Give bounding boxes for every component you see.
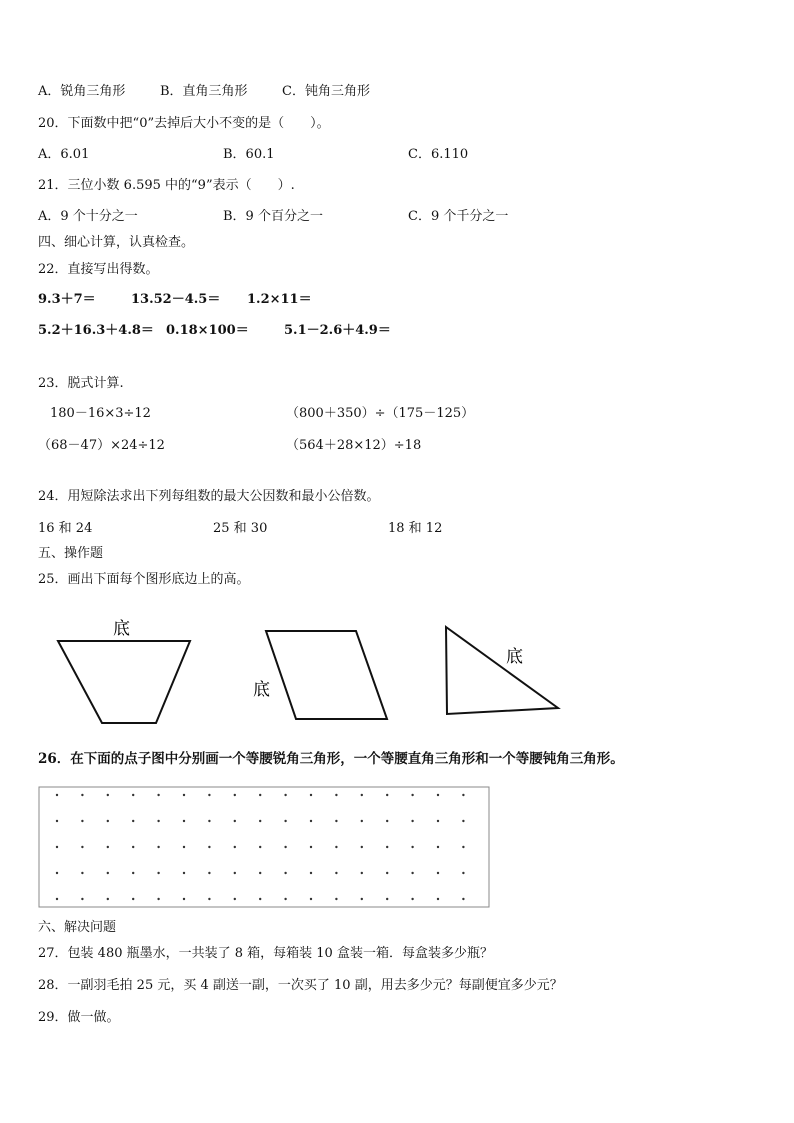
q19-option-b: B．直角三角形 <box>160 84 248 99</box>
grid-dot <box>81 898 83 900</box>
q22-calc-6: 5.1－2.6＋4.9＝ <box>284 323 391 338</box>
grid-dot <box>361 846 363 848</box>
grid-dot <box>183 846 185 848</box>
grid-dot <box>56 820 58 822</box>
grid-dot <box>335 820 337 822</box>
grid-dot <box>56 898 58 900</box>
q28-text: 28．一副羽毛拍 25 元，买 4 副送一副，一次买了 10 副，用去多少元？每副便宜多少元？ <box>38 978 563 993</box>
grid-dot <box>208 898 210 900</box>
grid-dot <box>361 898 363 900</box>
q21-option-b: B．9 个百分之一 <box>223 209 323 224</box>
grid-dot <box>335 872 337 874</box>
grid-dot <box>386 872 388 874</box>
grid-dot <box>234 898 236 900</box>
grid-dot <box>284 820 286 822</box>
grid-dot <box>132 898 134 900</box>
grid-dot <box>107 794 109 796</box>
grid-dot <box>107 820 109 822</box>
q26-stem: 26．在下面的点子图中分别画一个等腰锐角三角形，一个等腰直角三角形和一个等腰钝角三角形。 <box>38 751 624 767</box>
q25-figures <box>0 610 794 735</box>
grid-dot <box>411 898 413 900</box>
grid-dot <box>361 794 363 796</box>
grid-dot <box>107 872 109 874</box>
q21-option-a: A．9 个十分之一 <box>38 209 138 224</box>
grid-dot <box>259 846 261 848</box>
grid-dot <box>310 820 312 822</box>
q20-option-c: C．6.110 <box>408 147 469 162</box>
grid-dot <box>361 820 363 822</box>
q23-stem: 23．脱式计算. <box>38 376 124 391</box>
q24-stem: 24．用短除法求出下列每组数的最大公因数和最小公倍数。 <box>38 489 380 504</box>
dot-grid <box>38 782 492 910</box>
grid-dot <box>411 820 413 822</box>
grid-dot <box>310 794 312 796</box>
triangle-base-label: 底 <box>506 647 523 667</box>
q24-item-3: 18 和 12 <box>388 521 443 536</box>
grid-dot <box>411 794 413 796</box>
q22-calc-4: 5.2＋16.3＋4.8＝ <box>38 323 154 338</box>
q22-calc-1: 9.3＋7＝ <box>38 292 96 307</box>
grid-dot <box>56 872 58 874</box>
q27-text: 27．包装 480 瓶墨水，一共装了 8 箱，每箱装 10 盒装一箱．每盒装多少瓶？ <box>38 946 493 961</box>
q23-item-1: 180－16×3÷12 <box>50 406 151 421</box>
grid-dot <box>157 820 159 822</box>
grid-dot <box>234 794 236 796</box>
grid-dot <box>132 820 134 822</box>
grid-dot <box>310 872 312 874</box>
grid-dot <box>437 846 439 848</box>
grid-dot <box>157 872 159 874</box>
parallelogram-shape <box>266 631 387 719</box>
grid-dot <box>335 846 337 848</box>
grid-dot <box>335 898 337 900</box>
grid-dot <box>208 794 210 796</box>
q20-option-a: A．6.01 <box>38 147 90 162</box>
grid-dot <box>462 794 464 796</box>
grid-dot <box>386 898 388 900</box>
q19-option-a: A．锐角三角形 <box>38 84 126 99</box>
grid-dot <box>183 898 185 900</box>
q22-calc-3: 1.2×11＝ <box>247 292 312 307</box>
grid-dot <box>234 846 236 848</box>
grid-dot <box>462 820 464 822</box>
grid-dot <box>208 872 210 874</box>
section-5-heading: 五、操作题 <box>38 546 104 561</box>
dot-grid-dots <box>56 794 465 900</box>
grid-dot <box>81 794 83 796</box>
grid-dot <box>208 846 210 848</box>
grid-dot <box>411 872 413 874</box>
grid-dot <box>259 872 261 874</box>
grid-dot <box>56 846 58 848</box>
grid-dot <box>81 820 83 822</box>
q25-stem: 25．画出下面每个图形底边上的高。 <box>38 572 250 587</box>
grid-dot <box>132 846 134 848</box>
q20-stem: 20．下面数中把“0”去掉后大小不变的是（ ）。 <box>38 116 330 131</box>
grid-dot <box>386 794 388 796</box>
grid-dot <box>462 846 464 848</box>
q23-item-4: （564＋28×12）÷18 <box>286 438 422 453</box>
grid-dot <box>157 898 159 900</box>
grid-dot <box>259 898 261 900</box>
grid-dot <box>183 794 185 796</box>
grid-dot <box>259 794 261 796</box>
q22-calc-2: 13.52－4.5＝ <box>131 292 221 307</box>
grid-dot <box>284 898 286 900</box>
grid-dot <box>56 794 58 796</box>
grid-dot <box>284 872 286 874</box>
trapezoid-base-label: 底 <box>113 619 130 639</box>
grid-dot <box>462 872 464 874</box>
grid-dot <box>310 846 312 848</box>
q22-calc-5: 0.18×100＝ <box>166 323 249 338</box>
grid-dot <box>437 872 439 874</box>
grid-dot <box>284 846 286 848</box>
parallelogram-base-label: 底 <box>253 680 270 700</box>
q24-item-2: 25 和 30 <box>213 521 268 536</box>
grid-dot <box>234 872 236 874</box>
grid-dot <box>284 794 286 796</box>
q24-item-1: 16 和 24 <box>38 521 93 536</box>
grid-dot <box>81 872 83 874</box>
grid-dot <box>335 794 337 796</box>
q22-stem: 22．直接写出得数。 <box>38 262 159 277</box>
grid-dot <box>157 846 159 848</box>
grid-dot <box>386 846 388 848</box>
grid-dot <box>183 820 185 822</box>
grid-dot <box>437 794 439 796</box>
grid-dot <box>208 820 210 822</box>
grid-dot <box>183 872 185 874</box>
q29-text: 29．做一做。 <box>38 1010 120 1025</box>
grid-dot <box>234 820 236 822</box>
grid-dot <box>107 898 109 900</box>
q23-item-3: （68－47）×24÷12 <box>38 438 165 453</box>
grid-dot <box>361 872 363 874</box>
grid-dot <box>437 898 439 900</box>
section-4-heading: 四、细心计算，认真检查。 <box>38 235 195 250</box>
q21-stem: 21．三位小数 6.595 中的“9”表示（ ）. <box>38 178 295 193</box>
grid-dot <box>386 820 388 822</box>
trapezoid-shape <box>58 641 190 723</box>
grid-dot <box>132 794 134 796</box>
grid-dot <box>107 846 109 848</box>
grid-dot <box>310 898 312 900</box>
q19-option-c: C．钝角三角形 <box>282 84 370 99</box>
q21-option-c: C．9 个千分之一 <box>408 209 509 224</box>
section-6-heading: 六、解决问题 <box>38 920 117 935</box>
grid-dot <box>462 898 464 900</box>
grid-dot <box>157 794 159 796</box>
grid-dot <box>411 846 413 848</box>
grid-dot <box>259 820 261 822</box>
grid-dot <box>81 846 83 848</box>
grid-dot <box>437 820 439 822</box>
dot-grid-frame <box>39 787 489 907</box>
grid-dot <box>132 872 134 874</box>
q20-option-b: B．60.1 <box>223 147 275 162</box>
triangle-shape <box>446 627 558 714</box>
q23-item-2: （800＋350）÷（175－125） <box>286 406 475 421</box>
